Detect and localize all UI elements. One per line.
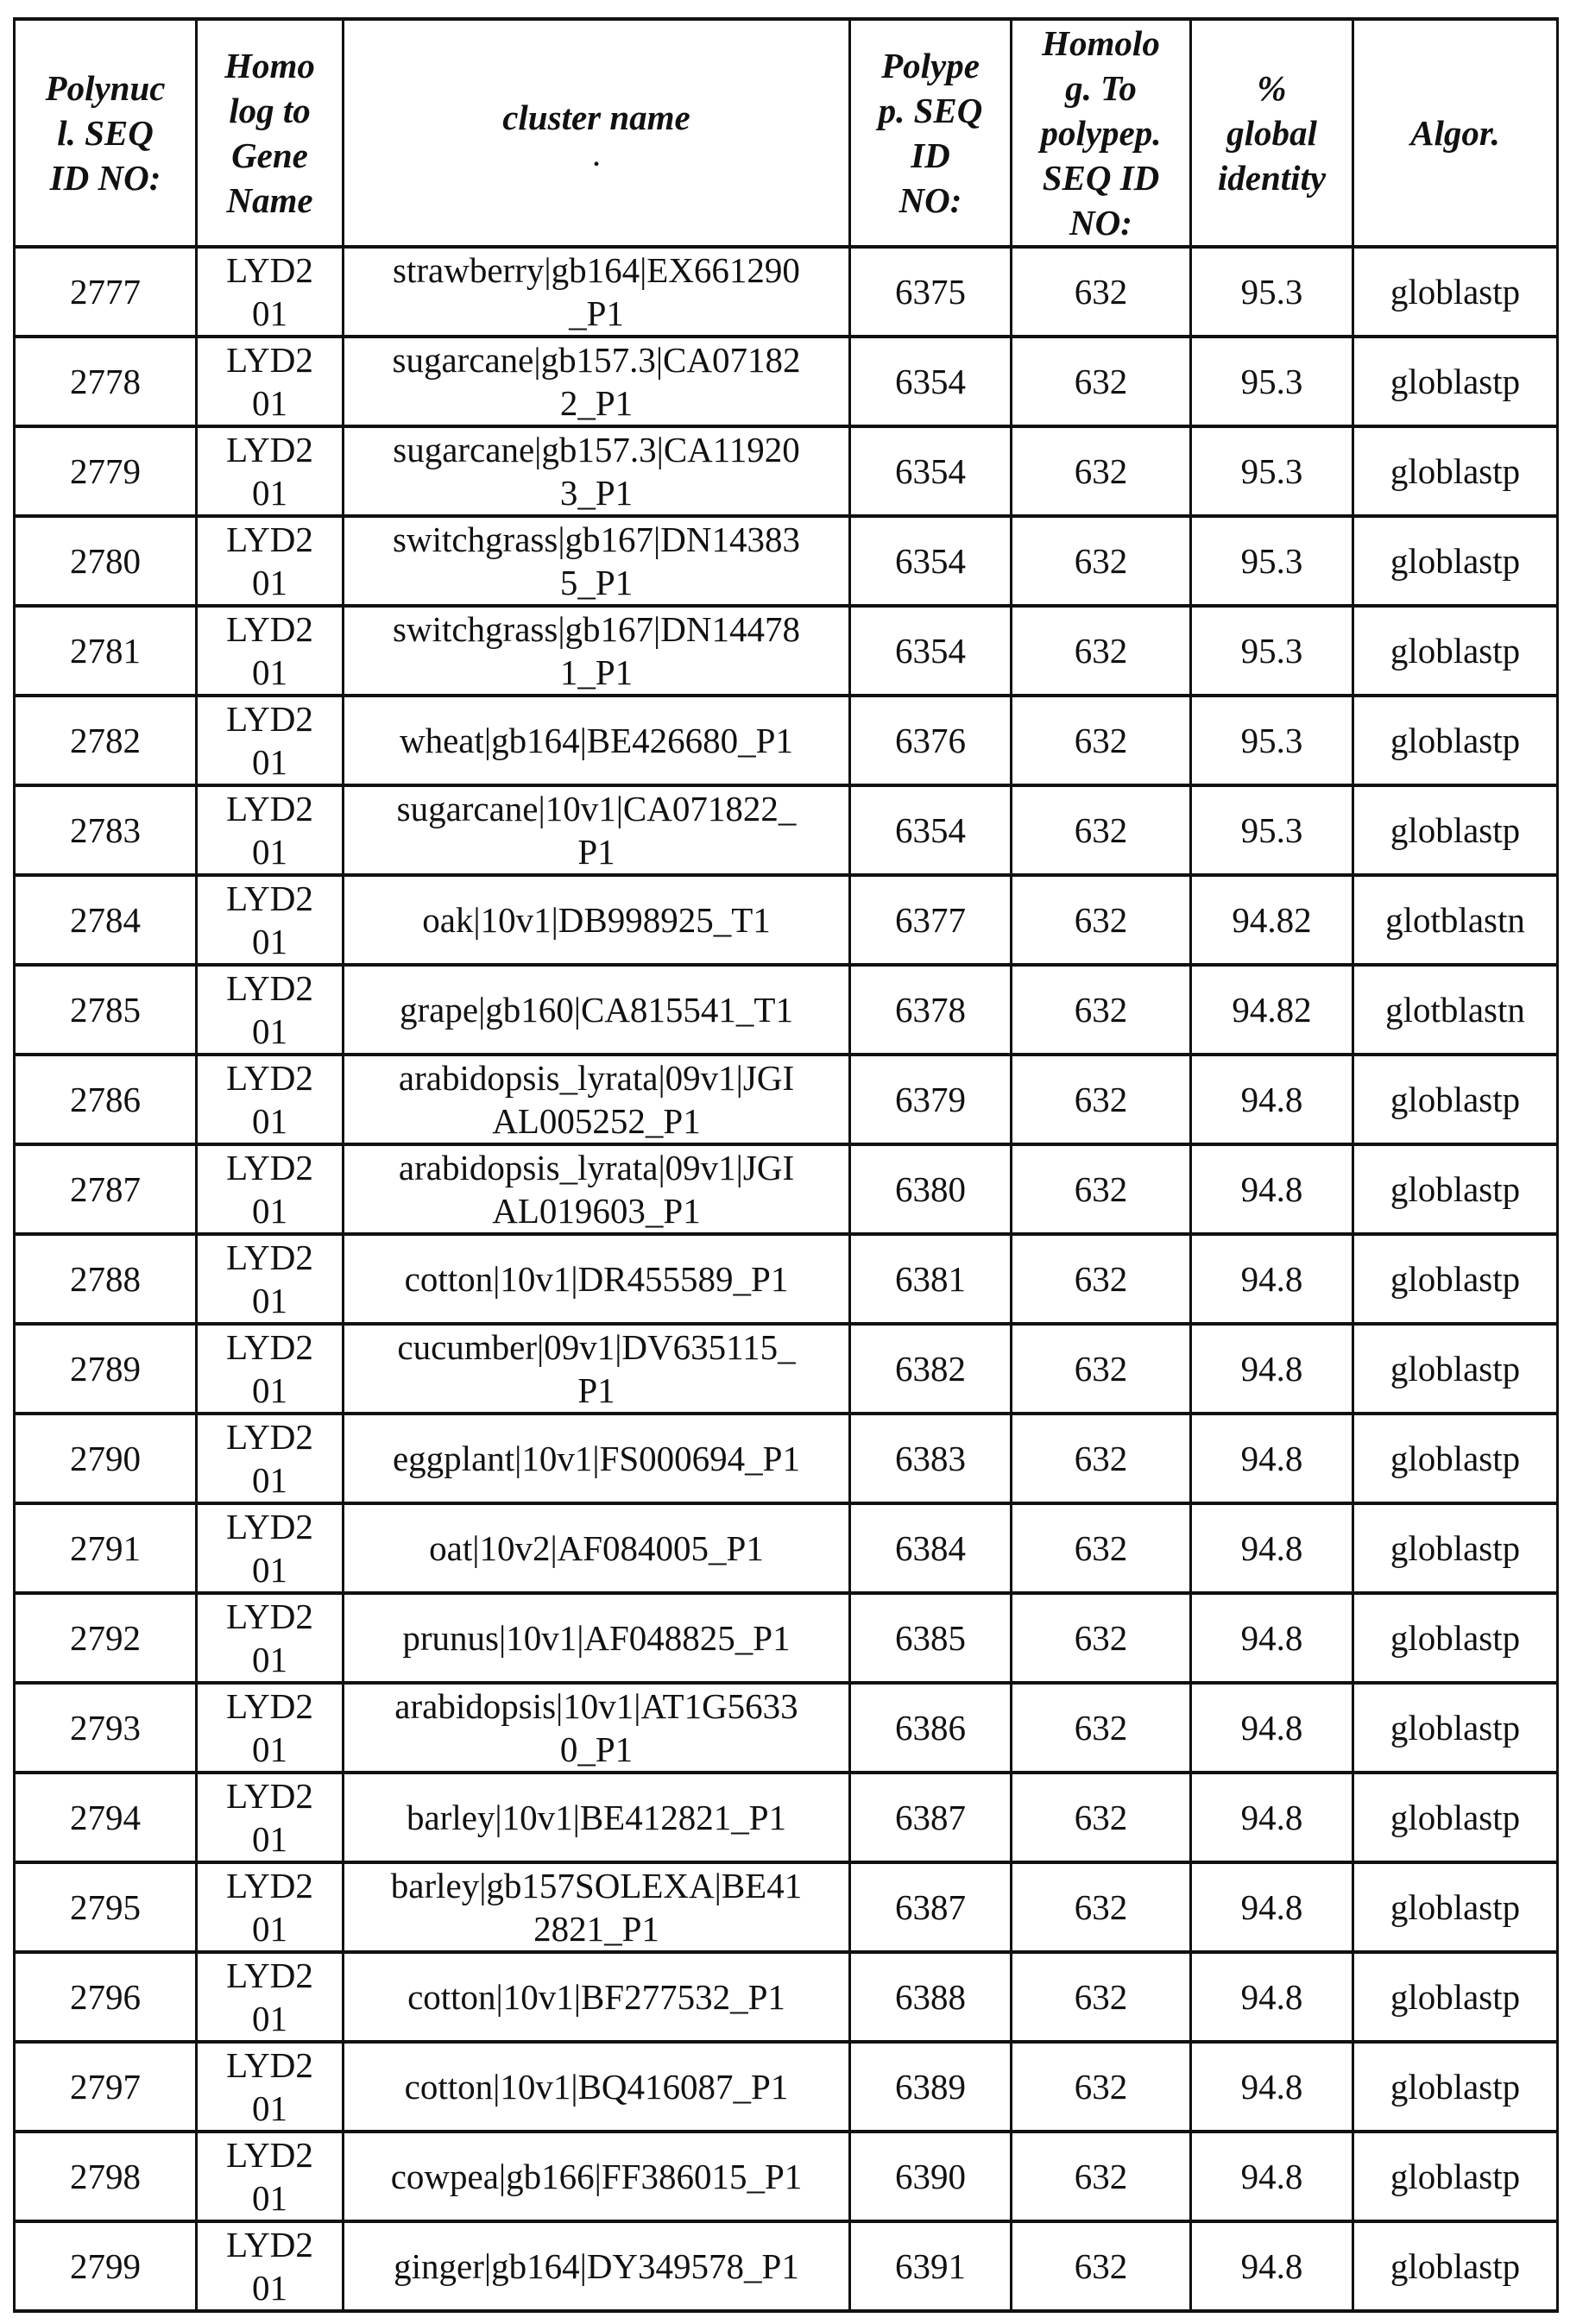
cell-polypep-seq-id: 6378 <box>850 965 1012 1055</box>
cell-global-identity: 94.8 <box>1191 1234 1353 1324</box>
cell-polypep-seq-id: 6390 <box>850 2132 1012 2221</box>
cell-homolog-gene-name: LYD2 01 <box>197 875 344 965</box>
table-row <box>15 1862 1558 1952</box>
cell-algorithm: globlastp <box>1353 2132 1558 2221</box>
cell-polynucl-seq-id: 2796 <box>15 1952 197 2042</box>
cell-polypep-seq-id: 6377 <box>850 875 1012 965</box>
cell-homolog-polypep-seq-id: 632 <box>1012 696 1191 785</box>
cell-homolog-polypep-seq-id: 632 <box>1012 516 1191 606</box>
cell-cluster-name: ginger|gb164|DY349578_P1 <box>344 2221 850 2311</box>
cell-global-identity: 94.8 <box>1191 1952 1353 2042</box>
cell-homolog-polypep-seq-id: 632 <box>1012 875 1191 965</box>
cell-cluster-name: oat|10v2|AF084005_P1 <box>344 1503 850 1593</box>
cell-homolog-polypep-seq-id: 632 <box>1012 785 1191 875</box>
table-row <box>15 1324 1558 1414</box>
cell-homolog-gene-name: LYD2 01 <box>197 247 344 337</box>
cell-homolog-gene-name: LYD2 01 <box>197 1144 344 1234</box>
cell-homolog-polypep-seq-id: 632 <box>1012 965 1191 1055</box>
cell-cluster-name: switchgrass|gb167|DN14478 1_P1 <box>344 606 850 696</box>
cell-cluster-name: sugarcane|gb157.3|CA07182 2_P1 <box>344 337 850 426</box>
table-row <box>15 1414 1558 1503</box>
cell-homolog-polypep-seq-id: 632 <box>1012 1324 1191 1414</box>
cell-global-identity: 94.8 <box>1191 1593 1353 1683</box>
cell-cluster-name: cowpea|gb166|FF386015_P1 <box>344 2132 850 2221</box>
cell-algorithm: globlastp <box>1353 1862 1558 1952</box>
cell-homolog-gene-name: LYD2 01 <box>197 1234 344 1324</box>
cell-polynucl-seq-id: 2784 <box>15 875 197 965</box>
cell-cluster-name: arabidopsis_lyrata|09v1|JGI AL019603_P1 <box>344 1144 850 1234</box>
cell-polynucl-seq-id: 2790 <box>15 1414 197 1503</box>
cell-polynucl-seq-id: 2783 <box>15 785 197 875</box>
cell-homolog-gene-name: LYD2 01 <box>197 1503 344 1593</box>
cell-algorithm: glotblastn <box>1353 965 1558 1055</box>
header-cluster-name: cluster name . <box>344 19 850 247</box>
table-row <box>15 1683 1558 1773</box>
cell-polynucl-seq-id: 2785 <box>15 965 197 1055</box>
cell-algorithm: globlastp <box>1353 1324 1558 1414</box>
cell-homolog-gene-name: LYD2 01 <box>197 1862 344 1952</box>
cell-global-identity: 94.8 <box>1191 1683 1353 1773</box>
cell-algorithm: globlastp <box>1353 606 1558 696</box>
cell-cluster-name: cotton|10v1|BQ416087_P1 <box>344 2042 850 2132</box>
cell-polypep-seq-id: 6389 <box>850 2042 1012 2132</box>
cell-polypep-seq-id: 6380 <box>850 1144 1012 1234</box>
cell-polypep-seq-id: 6384 <box>850 1503 1012 1593</box>
cell-polynucl-seq-id: 2779 <box>15 426 197 516</box>
cell-polynucl-seq-id: 2787 <box>15 1144 197 1234</box>
cell-homolog-polypep-seq-id: 632 <box>1012 247 1191 337</box>
cell-polypep-seq-id: 6385 <box>850 1593 1012 1683</box>
cell-homolog-gene-name: LYD2 01 <box>197 1055 344 1144</box>
cell-homolog-polypep-seq-id: 632 <box>1012 1773 1191 1862</box>
cell-polypep-seq-id: 6376 <box>850 696 1012 785</box>
table-row <box>15 1055 1558 1144</box>
cell-global-identity: 95.3 <box>1191 696 1353 785</box>
cell-cluster-name: sugarcane|10v1|CA071822_ P1 <box>344 785 850 875</box>
cell-polypep-seq-id: 6354 <box>850 426 1012 516</box>
cell-algorithm: globlastp <box>1353 1055 1558 1144</box>
cell-polypep-seq-id: 6388 <box>850 1952 1012 2042</box>
cell-homolog-gene-name: LYD2 01 <box>197 1952 344 2042</box>
cell-algorithm: globlastp <box>1353 2221 1558 2311</box>
cell-homolog-gene-name: LYD2 01 <box>197 1683 344 1773</box>
cell-global-identity: 95.3 <box>1191 606 1353 696</box>
cell-polypep-seq-id: 6354 <box>850 606 1012 696</box>
table-row <box>15 426 1558 516</box>
cell-polynucl-seq-id: 2786 <box>15 1055 197 1144</box>
cell-homolog-polypep-seq-id: 632 <box>1012 2221 1191 2311</box>
cell-homolog-gene-name: LYD2 01 <box>197 1324 344 1414</box>
cell-homolog-polypep-seq-id: 632 <box>1012 1055 1191 1144</box>
header-stray-mark: . <box>593 143 600 172</box>
cell-polynucl-seq-id: 2782 <box>15 696 197 785</box>
cell-global-identity: 94.8 <box>1191 2132 1353 2221</box>
cell-cluster-name: barley|gb157SOLEXA|BE41 2821_P1 <box>344 1862 850 1952</box>
cell-cluster-name: arabidopsis|10v1|AT1G5633 0_P1 <box>344 1683 850 1773</box>
cell-homolog-gene-name: LYD2 01 <box>197 1414 344 1503</box>
table-row <box>15 1503 1558 1593</box>
cell-homolog-gene-name: LYD2 01 <box>197 516 344 606</box>
cell-polynucl-seq-id: 2777 <box>15 247 197 337</box>
cell-global-identity: 95.3 <box>1191 337 1353 426</box>
cell-homolog-polypep-seq-id: 632 <box>1012 426 1191 516</box>
table-row <box>15 1234 1558 1324</box>
table-row <box>15 247 1558 337</box>
cell-homolog-gene-name: LYD2 01 <box>197 337 344 426</box>
cell-cluster-name: arabidopsis_lyrata|09v1|JGI AL005252_P1 <box>344 1055 850 1144</box>
cell-global-identity: 94.8 <box>1191 2042 1353 2132</box>
cell-algorithm: globlastp <box>1353 2042 1558 2132</box>
header-homolog-gene-name: Homo log to Gene Name <box>197 19 344 247</box>
cell-polypep-seq-id: 6383 <box>850 1414 1012 1503</box>
cell-homolog-gene-name: LYD2 01 <box>197 1773 344 1862</box>
cell-homolog-polypep-seq-id: 632 <box>1012 2042 1191 2132</box>
cell-polynucl-seq-id: 2781 <box>15 606 197 696</box>
cell-global-identity: 94.8 <box>1191 1414 1353 1503</box>
cell-polynucl-seq-id: 2795 <box>15 1862 197 1952</box>
cell-cluster-name: cotton|10v1|BF277532_P1 <box>344 1952 850 2042</box>
document-page <box>13 17 1559 2313</box>
cell-global-identity: 94.8 <box>1191 1324 1353 1414</box>
cell-algorithm: globlastp <box>1353 696 1558 785</box>
cell-cluster-name: eggplant|10v1|FS000694_P1 <box>344 1414 850 1503</box>
cell-algorithm: glotblastn <box>1353 875 1558 965</box>
cell-algorithm: globlastp <box>1353 1952 1558 2042</box>
table-row <box>15 2042 1558 2132</box>
cell-polypep-seq-id: 6386 <box>850 1683 1012 1773</box>
table-body <box>15 247 1558 2311</box>
cell-algorithm: globlastp <box>1353 1234 1558 1324</box>
cell-cluster-name: sugarcane|gb157.3|CA11920 3_P1 <box>344 426 850 516</box>
cell-homolog-gene-name: LYD2 01 <box>197 1593 344 1683</box>
cell-algorithm: globlastp <box>1353 1683 1558 1773</box>
table-row <box>15 965 1558 1055</box>
table-header <box>15 19 1558 247</box>
cell-polypep-seq-id: 6354 <box>850 785 1012 875</box>
cell-cluster-name: cotton|10v1|DR455589_P1 <box>344 1234 850 1324</box>
cell-polynucl-seq-id: 2791 <box>15 1503 197 1593</box>
cell-homolog-polypep-seq-id: 632 <box>1012 2132 1191 2221</box>
cell-homolog-gene-name: LYD2 01 <box>197 2221 344 2311</box>
cell-homolog-polypep-seq-id: 632 <box>1012 606 1191 696</box>
cell-homolog-polypep-seq-id: 632 <box>1012 1683 1191 1773</box>
cell-polynucl-seq-id: 2788 <box>15 1234 197 1324</box>
cell-homolog-gene-name: LYD2 01 <box>197 426 344 516</box>
table-row <box>15 516 1558 606</box>
cell-homolog-polypep-seq-id: 632 <box>1012 1593 1191 1683</box>
cell-algorithm: globlastp <box>1353 1503 1558 1593</box>
cell-algorithm: globlastp <box>1353 337 1558 426</box>
cell-global-identity: 95.3 <box>1191 247 1353 337</box>
cell-global-identity: 94.8 <box>1191 1773 1353 1862</box>
header-global-identity: % global identity <box>1191 19 1353 247</box>
cell-polynucl-seq-id: 2780 <box>15 516 197 606</box>
cell-polypep-seq-id: 6381 <box>850 1234 1012 1324</box>
cell-polypep-seq-id: 6379 <box>850 1055 1012 1144</box>
cell-homolog-gene-name: LYD2 01 <box>197 696 344 785</box>
cell-global-identity: 94.8 <box>1191 1503 1353 1593</box>
cell-polypep-seq-id: 6387 <box>850 1862 1012 1952</box>
homolog-table <box>13 17 1559 2313</box>
table-row <box>15 2132 1558 2221</box>
cell-algorithm: globlastp <box>1353 247 1558 337</box>
header-algorithm: Algor. <box>1353 19 1558 247</box>
cell-cluster-name: barley|10v1|BE412821_P1 <box>344 1773 850 1862</box>
cell-global-identity: 94.82 <box>1191 965 1353 1055</box>
cell-global-identity: 95.3 <box>1191 785 1353 875</box>
cell-global-identity: 95.3 <box>1191 516 1353 606</box>
cell-algorithm: globlastp <box>1353 1414 1558 1503</box>
cell-global-identity: 95.3 <box>1191 426 1353 516</box>
header-row <box>15 19 1558 247</box>
cell-algorithm: globlastp <box>1353 1773 1558 1862</box>
cell-polynucl-seq-id: 2789 <box>15 1324 197 1414</box>
cell-polypep-seq-id: 6375 <box>850 247 1012 337</box>
cell-homolog-gene-name: LYD2 01 <box>197 606 344 696</box>
table-row <box>15 2221 1558 2311</box>
cell-homolog-polypep-seq-id: 632 <box>1012 1234 1191 1324</box>
cell-polypep-seq-id: 6387 <box>850 1773 1012 1862</box>
cell-homolog-polypep-seq-id: 632 <box>1012 1862 1191 1952</box>
cell-polypep-seq-id: 6354 <box>850 516 1012 606</box>
cell-global-identity: 94.8 <box>1191 1862 1353 1952</box>
cell-cluster-name: oak|10v1|DB998925_T1 <box>344 875 850 965</box>
cell-cluster-name: grape|gb160|CA815541_T1 <box>344 965 850 1055</box>
header-polypep-seq-id: Polype p. SEQ ID NO: <box>850 19 1012 247</box>
table-row <box>15 1952 1558 2042</box>
cell-global-identity: 94.8 <box>1191 2221 1353 2311</box>
cell-algorithm: globlastp <box>1353 516 1558 606</box>
cell-algorithm: globlastp <box>1353 1593 1558 1683</box>
cell-homolog-gene-name: LYD2 01 <box>197 2042 344 2132</box>
table-row <box>15 1144 1558 1234</box>
cell-homolog-gene-name: LYD2 01 <box>197 2132 344 2221</box>
cell-cluster-name: wheat|gb164|BE426680_P1 <box>344 696 850 785</box>
cell-global-identity: 94.82 <box>1191 875 1353 965</box>
cell-homolog-gene-name: LYD2 01 <box>197 785 344 875</box>
cell-polypep-seq-id: 6354 <box>850 337 1012 426</box>
cell-polynucl-seq-id: 2778 <box>15 337 197 426</box>
cell-homolog-gene-name: LYD2 01 <box>197 965 344 1055</box>
table-row <box>15 337 1558 426</box>
cell-global-identity: 94.8 <box>1191 1144 1353 1234</box>
cell-polynucl-seq-id: 2797 <box>15 2042 197 2132</box>
table-row <box>15 1773 1558 1862</box>
header-polynucl-seq-id: Polynuc l. SEQ ID NO: <box>15 19 197 247</box>
cell-polynucl-seq-id: 2799 <box>15 2221 197 2311</box>
cell-algorithm: globlastp <box>1353 785 1558 875</box>
cell-cluster-name: strawberry|gb164|EX661290 _P1 <box>344 247 850 337</box>
table-row <box>15 606 1558 696</box>
cell-polypep-seq-id: 6391 <box>850 2221 1012 2311</box>
cell-homolog-polypep-seq-id: 632 <box>1012 1952 1191 2042</box>
cell-algorithm: globlastp <box>1353 426 1558 516</box>
cell-polypep-seq-id: 6382 <box>850 1324 1012 1414</box>
cell-homolog-polypep-seq-id: 632 <box>1012 1414 1191 1503</box>
cell-cluster-name: switchgrass|gb167|DN14383 5_P1 <box>344 516 850 606</box>
cell-algorithm: globlastp <box>1353 1144 1558 1234</box>
header-homolog-polypep-seq-id: Homolo g. To polypep. SEQ ID NO: <box>1012 19 1191 247</box>
cell-polynucl-seq-id: 2794 <box>15 1773 197 1862</box>
cell-polynucl-seq-id: 2793 <box>15 1683 197 1773</box>
table-row <box>15 785 1558 875</box>
table-row <box>15 1593 1558 1683</box>
cell-cluster-name: prunus|10v1|AF048825_P1 <box>344 1593 850 1683</box>
cell-cluster-name: cucumber|09v1|DV635115_ P1 <box>344 1324 850 1414</box>
cell-global-identity: 94.8 <box>1191 1055 1353 1144</box>
cell-polynucl-seq-id: 2798 <box>15 2132 197 2221</box>
table-row <box>15 875 1558 965</box>
cell-homolog-polypep-seq-id: 632 <box>1012 1503 1191 1593</box>
cell-homolog-polypep-seq-id: 632 <box>1012 1144 1191 1234</box>
cell-polynucl-seq-id: 2792 <box>15 1593 197 1683</box>
cell-homolog-polypep-seq-id: 632 <box>1012 337 1191 426</box>
table-row <box>15 696 1558 785</box>
